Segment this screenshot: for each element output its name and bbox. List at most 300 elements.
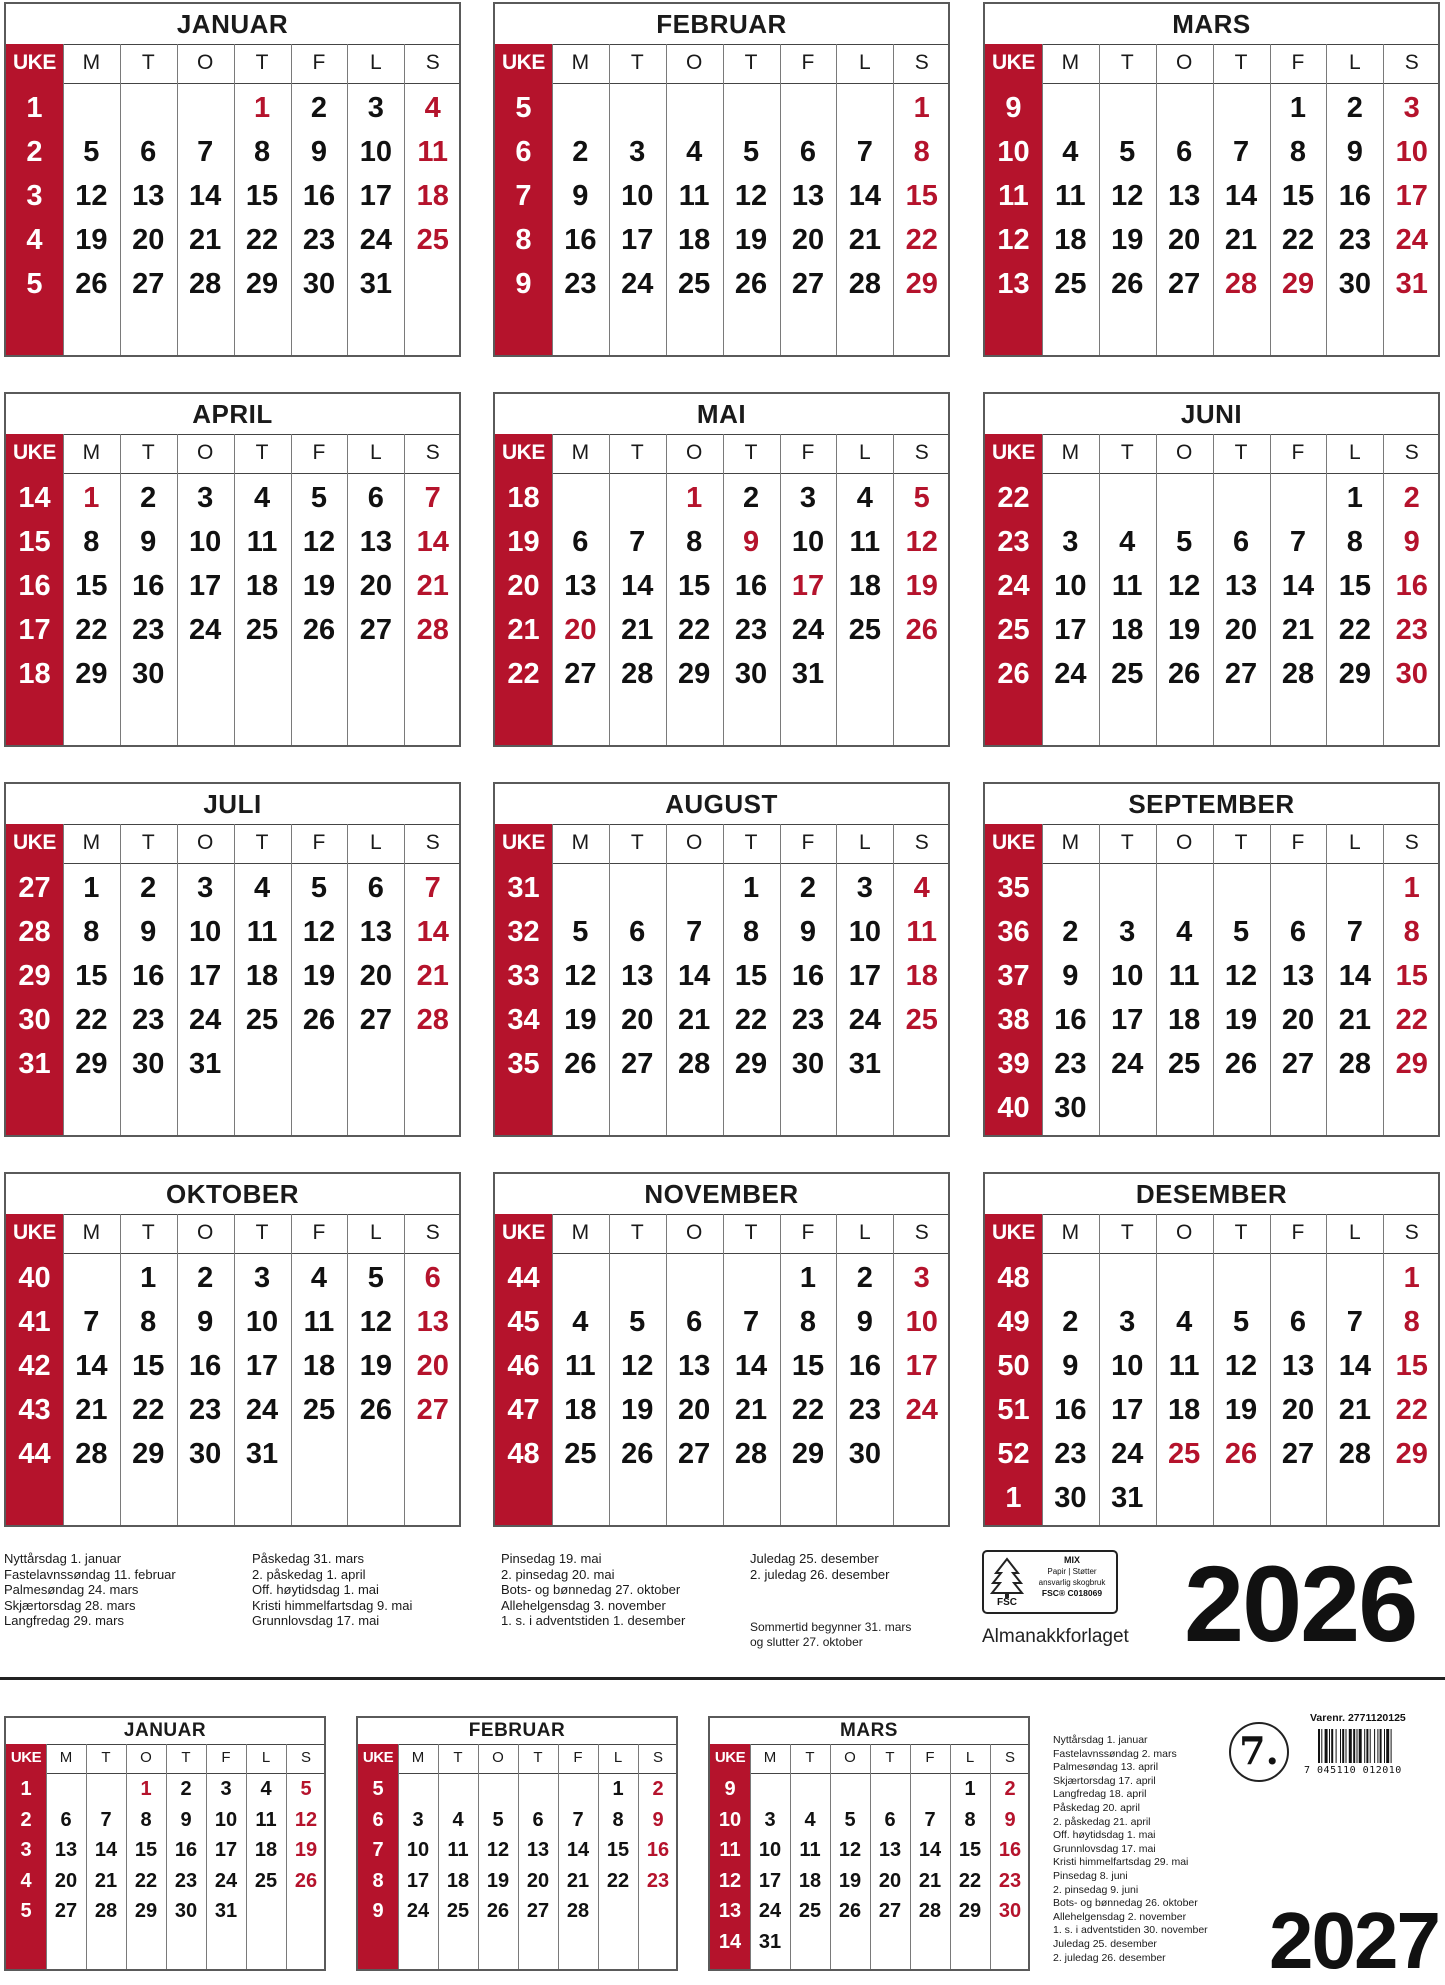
day-cell: 27 <box>359 614 392 646</box>
day-cell: 14 <box>1281 570 1315 602</box>
day-cell: 28 <box>566 1900 590 1922</box>
weekday-header: F <box>801 441 815 464</box>
weekday-header: F <box>312 1221 326 1244</box>
week-number: 34 <box>507 1004 540 1036</box>
weekday-header: M <box>1061 1221 1080 1244</box>
day-cell: 26 <box>75 268 108 300</box>
day-cell-holiday: 3 <box>913 1262 930 1294</box>
day-cell: 25 <box>564 1438 597 1470</box>
week-header: UKE <box>502 1221 545 1244</box>
weekday-header: T <box>1234 441 1248 464</box>
week-number: 24 <box>997 570 1030 602</box>
weekday-header: F <box>221 1749 231 1766</box>
weekday-header: S <box>425 51 440 74</box>
weekday-header: S <box>1404 441 1419 464</box>
weekday-header: M <box>1061 831 1080 854</box>
day-cell: 26 <box>1111 268 1144 300</box>
day-cell: 10 <box>245 1306 279 1338</box>
weekday-header: M <box>59 1749 73 1766</box>
day-cell: 24 <box>1111 1438 1144 1470</box>
day-cell: 1 <box>1346 482 1363 514</box>
day-cell: 26 <box>1224 1048 1258 1080</box>
weekday-header: O <box>196 441 214 464</box>
day-cell: 13 <box>359 526 392 558</box>
day-cell: 22 <box>132 1394 165 1426</box>
day-cell-holiday: 5 <box>300 1778 312 1800</box>
day-cell: 28 <box>918 1900 942 1922</box>
week-number: 7 <box>515 180 532 212</box>
week-number: 35 <box>997 872 1030 904</box>
day-cell-holiday: 13 <box>416 1306 449 1338</box>
day-cell: 11 <box>1168 960 1200 992</box>
weekday-header: T <box>1234 1221 1248 1244</box>
weekday-header: M <box>763 1749 777 1766</box>
day-cell: 13 <box>526 1839 550 1861</box>
weekday-header: O <box>492 1749 504 1766</box>
day-cell: 17 <box>189 960 222 992</box>
day-cell: 19 <box>1168 614 1201 646</box>
day-cell: 7 <box>100 1808 112 1831</box>
weekday-header: T <box>1120 1221 1134 1244</box>
weekday-header: F <box>312 831 326 854</box>
day-cell: 14 <box>848 180 881 212</box>
day-cell: 4 <box>686 136 703 168</box>
weekday-header: O <box>685 831 703 854</box>
day-cell: 16 <box>132 960 165 992</box>
day-cell: 2 <box>1346 92 1363 124</box>
day-cell: 27 <box>1224 658 1258 690</box>
day-cell: 8 <box>140 1808 152 1831</box>
week-number: 31 <box>18 1048 51 1080</box>
day-cell: 2 <box>140 482 157 514</box>
day-cell: 6 <box>1232 526 1250 558</box>
day-cell: 26 <box>564 1048 597 1080</box>
day-cell: 29 <box>75 658 108 690</box>
weekday-header: O <box>685 441 703 464</box>
day-cell: 4 <box>1176 1306 1193 1338</box>
day-cell-holiday: 26 <box>294 1869 318 1892</box>
day-cell: 1 <box>799 1262 817 1294</box>
day-cell: 26 <box>838 1900 862 1922</box>
day-cell-holiday: 29 <box>1395 1438 1428 1470</box>
week-number: 43 <box>18 1394 51 1426</box>
day-cell: 13 <box>1281 1350 1315 1382</box>
day-cell: 2 <box>799 872 817 904</box>
day-cell: 30 <box>132 658 165 690</box>
year-separator-rule <box>0 1677 1445 1680</box>
day-cell: 4 <box>804 1808 816 1831</box>
day-cell: 4 <box>1176 916 1193 948</box>
day-cell: 8 <box>1346 526 1363 558</box>
weekday-header: L <box>369 1221 382 1244</box>
day-cell: 3 <box>197 872 214 904</box>
month-desember <box>983 1172 1440 1527</box>
day-cell: 13 <box>1168 180 1201 212</box>
weekday-header: O <box>844 1749 856 1766</box>
day-cell: 12 <box>1168 570 1201 602</box>
day-cell-holiday: 17 <box>905 1350 938 1382</box>
week-number: 18 <box>507 482 540 514</box>
day-cell: 2 <box>310 92 328 124</box>
week-header: UKE <box>13 1221 56 1244</box>
day-cell: 20 <box>132 224 165 256</box>
day-cell: 1 <box>1289 92 1307 124</box>
day-cell-holiday: 11 <box>417 136 449 168</box>
day-cell: 25 <box>245 614 279 646</box>
week-number: 45 <box>507 1306 540 1338</box>
weekday-header: S <box>1404 1221 1419 1244</box>
day-cell: 31 <box>1111 1482 1144 1514</box>
weekday-header: M <box>82 1221 101 1244</box>
day-cell: 15 <box>678 570 711 602</box>
day-cell: 8 <box>83 916 100 948</box>
day-cell-holiday: 18 <box>416 180 449 212</box>
day-cell: 21 <box>1281 614 1315 646</box>
day-cell: 14 <box>678 960 711 992</box>
day-cell: 6 <box>367 872 384 904</box>
day-cell: 16 <box>174 1839 198 1861</box>
week-number: 4 <box>20 1869 32 1892</box>
weekday-header: T <box>255 51 269 74</box>
month-mars <box>708 1716 1030 1971</box>
day-cell: 4 <box>1119 526 1136 558</box>
weekday-header: T <box>744 51 758 74</box>
day-cell: 6 <box>686 1306 703 1338</box>
day-cell: 25 <box>1168 1048 1201 1080</box>
day-cell: 1 <box>83 872 100 904</box>
week-header: UKE <box>13 831 56 854</box>
day-cell: 13 <box>878 1839 902 1861</box>
day-cell: 26 <box>302 1004 336 1036</box>
day-cell: 5 <box>1232 1306 1250 1338</box>
day-cell: 23 <box>848 1394 881 1426</box>
weekday-header: L <box>965 1749 975 1766</box>
week-header: UKE <box>502 831 545 854</box>
day-cell-holiday: 1 <box>1403 1262 1420 1294</box>
day-cell: 21 <box>678 1004 711 1036</box>
weekday-header: L <box>1348 51 1361 74</box>
day-cell: 20 <box>1281 1394 1315 1426</box>
day-cell: 3 <box>197 482 214 514</box>
week-number: 20 <box>507 570 540 602</box>
day-cell-holiday: 22 <box>905 224 938 256</box>
day-cell: 2 <box>856 1262 873 1294</box>
day-cell: 23 <box>1054 1438 1087 1470</box>
day-cell: 18 <box>1054 224 1087 256</box>
day-cell: 22 <box>245 224 279 256</box>
day-cell-holiday: 26 <box>1224 1438 1258 1470</box>
day-cell: 14 <box>94 1839 118 1861</box>
day-cell: 26 <box>302 614 336 646</box>
weekday-header: L <box>369 441 382 464</box>
day-cell: 24 <box>189 614 222 646</box>
week-number: 52 <box>997 1438 1030 1470</box>
day-cell: 10 <box>791 526 825 558</box>
day-cell: 14 <box>189 180 222 212</box>
day-cell: 9 <box>1346 136 1363 168</box>
month-title: JANUAR <box>123 1720 207 1741</box>
month-title: JUNI <box>1180 399 1243 429</box>
day-cell: 11 <box>246 526 278 558</box>
day-cell: 16 <box>302 180 336 212</box>
year-2026-label: 2026 <box>1184 1543 1417 1664</box>
day-cell: 4 <box>253 482 271 514</box>
month-oktober <box>4 1172 461 1527</box>
week-number: 1 <box>20 1778 32 1800</box>
day-cell: 19 <box>1111 224 1144 256</box>
weekday-header: T <box>1234 831 1248 854</box>
week-number: 8 <box>515 224 532 256</box>
day-cell-holiday: 12 <box>294 1808 318 1831</box>
day-cell: 27 <box>564 658 597 690</box>
day-cell: 11 <box>447 1839 469 1861</box>
month-title: DESEMBER <box>1135 1179 1288 1209</box>
day-cell: 12 <box>1111 180 1144 212</box>
day-cell: 27 <box>1281 1048 1315 1080</box>
day-cell: 7 <box>686 916 703 948</box>
day-cell-holiday: 5 <box>913 482 930 514</box>
day-cell-holiday: 1 <box>913 92 930 124</box>
weekday-header: M <box>411 1749 425 1766</box>
day-cell: 24 <box>848 1004 881 1036</box>
weekday-header: M <box>571 51 590 74</box>
day-cell: 3 <box>367 92 384 124</box>
weekday-header: M <box>82 441 101 464</box>
day-cell: 13 <box>359 916 392 948</box>
day-cell-holiday: 1 <box>686 482 703 514</box>
day-cell: 19 <box>486 1869 510 1892</box>
day-cell: 30 <box>1338 268 1371 300</box>
day-cell: 23 <box>564 268 597 300</box>
day-cell: 7 <box>1346 1306 1363 1338</box>
day-cell: 4 <box>253 872 271 904</box>
month-title: FEBRUAR <box>468 1720 566 1741</box>
day-cell: 7 <box>742 1306 760 1338</box>
week-number: 13 <box>997 268 1030 300</box>
day-cell: 5 <box>742 136 760 168</box>
day-cell-holiday: 15 <box>1395 960 1428 992</box>
day-cell: 5 <box>1176 526 1193 558</box>
day-cell: 18 <box>1168 1394 1201 1426</box>
week-number: 50 <box>997 1350 1030 1382</box>
weekday-header: O <box>685 1221 703 1244</box>
day-cell: 24 <box>791 614 825 646</box>
day-cell: 18 <box>245 570 279 602</box>
week-number: 10 <box>997 136 1030 168</box>
day-cell: 30 <box>132 1048 165 1080</box>
week-header: UKE <box>992 1221 1035 1244</box>
day-cell-holiday: 15 <box>1395 1350 1428 1382</box>
day-cell: 17 <box>1111 1394 1144 1426</box>
day-cell: 5 <box>367 1262 384 1294</box>
week-number: 21 <box>507 614 540 646</box>
month-mai <box>493 392 950 747</box>
weekday-header: T <box>885 1749 895 1766</box>
day-cell: 31 <box>758 1930 782 1953</box>
day-cell: 9 <box>799 916 817 948</box>
weekday-header: T <box>181 1749 191 1766</box>
day-cell: 22 <box>1338 614 1371 646</box>
day-cell: 26 <box>734 268 768 300</box>
day-cell-holiday: 22 <box>1395 1004 1428 1036</box>
day-cell: 10 <box>621 180 654 212</box>
weekday-header: T <box>744 831 758 854</box>
day-cell-holiday: 10 <box>1395 136 1428 168</box>
day-cell: 1 <box>964 1778 976 1800</box>
day-cell: 28 <box>1281 658 1315 690</box>
day-cell: 14 <box>75 1350 108 1382</box>
day-cell: 19 <box>302 960 336 992</box>
day-cell: 28 <box>734 1438 768 1470</box>
day-cell: 21 <box>621 614 654 646</box>
day-cell: 15 <box>1338 570 1371 602</box>
day-cell-holiday: 2 <box>652 1778 664 1800</box>
day-cell: 27 <box>54 1900 78 1922</box>
day-cell: 10 <box>848 916 881 948</box>
day-cell-holiday: 1 <box>140 1778 152 1800</box>
day-cell: 24 <box>359 224 392 256</box>
day-cell: 7 <box>83 1306 100 1338</box>
week-number: 30 <box>18 1004 51 1036</box>
month-title: SEPTEMBER <box>1128 789 1295 819</box>
day-cell: 19 <box>621 1394 654 1426</box>
day-cell: 13 <box>678 1350 711 1382</box>
day-cell: 21 <box>918 1869 942 1892</box>
holiday-list-2026-col3: Pinsedag 19. mai 2. pinsedag 20. mai Bots- og bønnedag 27. oktober Allehelgensdag 3. november 1. s. i adventstiden 1. desember <box>501 1551 686 1628</box>
day-cell: 5 <box>844 1808 856 1831</box>
weekday-header: S <box>300 1749 311 1766</box>
week-number: 1 <box>1005 1482 1022 1514</box>
weekday-header: F <box>1291 441 1305 464</box>
day-cell: 4 <box>1062 136 1079 168</box>
day-cell: 21 <box>848 224 881 256</box>
day-cell-holiday: 30 <box>1395 658 1428 690</box>
day-cell: 17 <box>758 1869 782 1892</box>
day-cell: 7 <box>1232 136 1250 168</box>
day-cell-holiday: 31 <box>1395 268 1428 300</box>
day-cell: 9 <box>140 526 157 558</box>
day-cell: 12 <box>621 1350 654 1382</box>
week-number: 44 <box>507 1262 540 1294</box>
weekday-header: O <box>1175 51 1193 74</box>
day-cell: 16 <box>848 1350 881 1382</box>
publisher-logo-icon: 7. <box>1229 1722 1289 1782</box>
weekday-header: M <box>1061 441 1080 464</box>
day-cell: 25 <box>245 1004 279 1036</box>
holiday-list-2027: Nyttårsdag 1. januar Fastelavnssøndag 2. mars Palmesøndag 13. april Skjærtorsdag 17. april Langfredag 18. april Påskedag 20. april 2. påskedag 21. april Off. høytidsdag 1. mai Grunnlovsdag 17. mai Kristi himmelfartsdag 29. mai Pinsedag 8. juni 2. pinsedag 9. juni Bots- og bønnedag 26. oktober Allehelgensdag 2. november 1. s. i adventstiden 30. november Juledag 25. desember 2. juledag 26. desember <box>1053 1734 1208 1964</box>
day-cell: 20 <box>359 960 392 992</box>
day-cell: 22 <box>1281 224 1315 256</box>
day-cell: 27 <box>621 1048 654 1080</box>
day-cell: 9 <box>140 916 157 948</box>
day-cell: 10 <box>1111 960 1144 992</box>
day-cell: 15 <box>734 960 768 992</box>
day-cell: 7 <box>629 526 646 558</box>
day-cell: 6 <box>1176 136 1193 168</box>
day-cell-holiday: 29 <box>905 268 938 300</box>
day-cell: 1 <box>612 1778 624 1800</box>
month-title: APRIL <box>192 399 273 429</box>
weekday-header: S <box>914 51 929 74</box>
month-november <box>493 1172 950 1527</box>
weekday-header: T <box>101 1749 111 1766</box>
day-cell-holiday: 1 <box>83 482 100 514</box>
weekday-header: F <box>312 51 326 74</box>
week-number: 40 <box>997 1092 1030 1124</box>
week-header: UKE <box>992 831 1035 854</box>
day-cell: 15 <box>791 1350 825 1382</box>
month-title: JULI <box>203 789 262 819</box>
day-cell: 3 <box>629 136 646 168</box>
weekday-header: S <box>1404 51 1419 74</box>
weekday-header: T <box>255 831 269 854</box>
item-number: Varenr. 2771120125 <box>1310 1712 1406 1724</box>
day-cell: 3 <box>856 872 873 904</box>
week-number: 19 <box>507 526 540 558</box>
day-cell: 25 <box>848 614 881 646</box>
day-cell: 9 <box>1062 960 1079 992</box>
day-cell: 13 <box>564 570 597 602</box>
weekday-header: T <box>630 831 644 854</box>
week-number: 22 <box>997 482 1030 514</box>
weekday-header: L <box>369 51 382 74</box>
day-cell: 8 <box>253 136 271 168</box>
weekday-header: T <box>1234 51 1248 74</box>
day-cell: 25 <box>798 1900 822 1922</box>
day-cell: 30 <box>1054 1482 1087 1514</box>
day-cell: 23 <box>1338 224 1371 256</box>
day-cell-holiday: 21 <box>416 570 449 602</box>
day-cell: 11 <box>1111 570 1143 602</box>
day-cell: 11 <box>799 1839 821 1861</box>
holiday-list-2026-col2: Påskedag 31. mars 2. påskedag 1. april Off. høytidsdag 1. mai Kristi himmelfartsdag 9. mai Grunnlovsdag 17. mai <box>252 1551 413 1628</box>
day-cell: 30 <box>848 1438 881 1470</box>
week-number: 40 <box>18 1262 51 1294</box>
day-cell: 3 <box>220 1778 232 1800</box>
day-cell: 8 <box>799 1306 817 1338</box>
weekday-header: T <box>1120 51 1134 74</box>
day-cell: 29 <box>678 658 711 690</box>
day-cell: 6 <box>1289 1306 1307 1338</box>
month-mars <box>983 2 1440 357</box>
day-cell: 27 <box>359 1004 392 1036</box>
week-number: 9 <box>515 268 532 300</box>
day-cell: 27 <box>878 1900 902 1922</box>
day-cell: 31 <box>245 1438 279 1470</box>
day-cell-holiday: 21 <box>416 960 449 992</box>
weekday-header: O <box>685 51 703 74</box>
day-cell: 13 <box>791 180 825 212</box>
weekday-header: F <box>312 441 326 464</box>
day-cell: 18 <box>1168 1004 1201 1036</box>
weekday-header: L <box>369 831 382 854</box>
fsc-logo-text: FSC <box>997 1597 1017 1608</box>
day-cell: 6 <box>799 136 817 168</box>
weekday-header: O <box>196 831 214 854</box>
day-cell: 28 <box>1338 1048 1371 1080</box>
month-title: MARS <box>840 1720 898 1741</box>
day-cell: 14 <box>1224 180 1258 212</box>
day-cell: 15 <box>75 960 108 992</box>
day-cell-holiday: 1 <box>253 92 271 124</box>
day-cell: 20 <box>526 1869 550 1892</box>
day-cell: 5 <box>1119 136 1136 168</box>
day-cell: 18 <box>564 1394 597 1426</box>
day-cell: 7 <box>197 136 214 168</box>
weekday-header: L <box>858 1221 871 1244</box>
weekday-header: T <box>744 441 758 464</box>
weekday-header: T <box>1120 831 1134 854</box>
